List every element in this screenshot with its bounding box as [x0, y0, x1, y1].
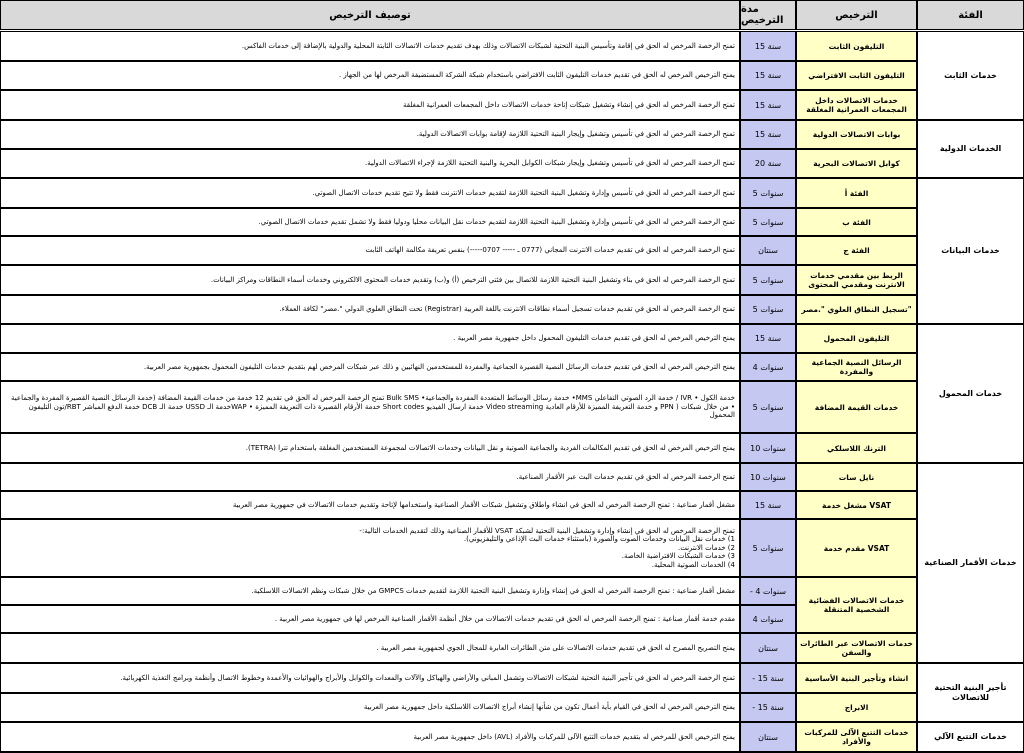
- license-cell-text: الرسائل النصية الجماعية والمفردة: [811, 358, 902, 376]
- description-cell-text: يمنح الترخيص الحق للمرخص له بتقديم خدمات التتبع الآلى للمركبات والأفراد (AVL) داخل جمهورية مصر العربية: [413, 732, 735, 741]
- category-cell: [917, 31, 1024, 120]
- description-cell: [0, 463, 740, 491]
- category-cell-text: خدمات الأقمار الصناعية: [924, 558, 1017, 567]
- duration-cell-text: - 4 سنوات: [749, 586, 787, 596]
- license-cell: [796, 31, 917, 61]
- duration-cell-text: 10 سنوات: [750, 443, 786, 453]
- duration-cell-text: 15 سنة: [754, 71, 782, 80]
- license-cell-text: التليفون المحمول: [823, 334, 890, 343]
- duration-cell: [740, 381, 796, 433]
- license-cell: [796, 463, 917, 491]
- license-cell: [796, 381, 917, 433]
- duration-cell-text: 15 سنة: [754, 41, 782, 51]
- description-cell-text: تمنح الرخصة المرخص له الحق في تأسيس وتشغيل وإيجار البنية التحتية اللازمة لإقامة بوابات الاتصالات الدولية.: [416, 130, 735, 139]
- description-cell-text: مشغل أقمار صناعية : تمنح الرخصة المرخص له الحق في انشاء واطلاق وتشغيل شبكات الأقمار الصناعية واستخدامها لإتاحة وتقديم خدمات الاتصالات في جمهورية مصر العربية: [232, 500, 735, 509]
- duration-cell: [740, 120, 796, 149]
- duration-cell-text: 4 سنوات: [752, 362, 784, 372]
- license-cell: [796, 633, 917, 663]
- license-cell: [796, 236, 917, 265]
- duration-cell: [740, 208, 796, 236]
- category-cell-text: خدمات الثابت: [944, 70, 997, 80]
- header-license: الترخيص: [796, 0, 917, 30]
- duration-cell: [740, 491, 796, 519]
- duration-cell-text: 5 سنوات: [752, 543, 784, 553]
- license-cell-text: خدمات القيمة المضافة: [814, 402, 899, 412]
- license-cell-text: الفئة أ: [844, 188, 869, 198]
- description-cell-text: تمنح الرخصة المرخص له الحق في إنشاء وإدارة وتشغيل البنية التحتية لشبكة VSAT للأقمار الصناعية وذلك لتقديم الخدمات التالية:- 1) خدمات نقل البيانات وخدمات الصوت والصورة (باستثناء خدمات البث الإذاعي والتليفزيوني). 2) خدمات الانترنت. 3) خدمات الشبكات الافتراضية الخاصة. 4) الخدمات الصوتية المحلية.: [359, 526, 735, 569]
- duration-cell: [740, 236, 796, 265]
- description-cell-text: يمنح الترخيص المرخص له الحق في تقديم خدمات الرسائل النصية القصيرة الجماعية والمفردة للمستخدمين النهائيين و ذلك عبر شبكات المرخص لهم بتقديم خدمات التليفون المحمول بجمهورية مصر العربية.: [143, 362, 735, 371]
- license-cell-text: تسجيل النطاق العلوي ".مصر": [801, 305, 912, 314]
- header-description: توصيف الترخيص: [0, 0, 740, 30]
- description-cell-text: يمنح الترخيص المرخص له الحق في تقديم خدمات التليفون المحمول داخل جمهورية مصر العربية .: [453, 334, 735, 343]
- duration-cell: [740, 605, 796, 633]
- category-cell: [917, 463, 1024, 663]
- header-duration: مدة الترخيص: [740, 0, 796, 30]
- description-cell-text: تمنح الرخصة المرخص له الحق في إقامة وتأسيس البنية التحتية لشبكات الاتصالات وذلك بهدف تقديم خدمات الاتصالات الثابتة المحلية والدولية بالإضافة إلى خدمات الفاكس.: [241, 41, 735, 50]
- duration-cell: [740, 663, 796, 693]
- license-cell: [796, 663, 917, 693]
- license-cell-text: التليفون الثابت: [828, 41, 885, 51]
- license-cell-text: انشاء وتأجير البنية الأساسية: [804, 673, 909, 683]
- duration-cell-text: سنتان: [758, 732, 778, 742]
- description-cell: [0, 605, 740, 633]
- description-cell: [0, 178, 740, 208]
- license-cell: [796, 149, 917, 178]
- description-cell: [0, 353, 740, 381]
- duration-cell-text: 5 سنوات: [752, 305, 784, 314]
- license-cell: [796, 178, 917, 208]
- duration-cell: [740, 178, 796, 208]
- duration-cell-text: سنتان: [758, 643, 778, 653]
- duration-cell-text: 5 سنوات: [752, 217, 784, 227]
- license-cell-text: خدمات الاتصالات داخل المجمعات العمرانية المغلقة: [806, 96, 907, 114]
- category-cell: [917, 120, 1024, 178]
- duration-cell: [740, 519, 796, 577]
- license-cell: [796, 519, 917, 577]
- duration-cell: [740, 433, 796, 463]
- duration-cell-text: - 15 سنة: [752, 703, 784, 712]
- license-cell: [796, 208, 917, 236]
- category-cell: [917, 324, 1024, 463]
- license-cell-text: الربط بين مقدمي خدمات الانترنت ومقدمي المحتوى: [808, 271, 905, 289]
- duration-cell-text: 5 سنوات: [752, 402, 784, 412]
- license-cell: [796, 491, 917, 519]
- description-cell-text: تمنح الرخصة المرخص له الحق في تأسيس وإدارة وتشغيل البنية التحتية اللازمة لتقديم خدمات نقل البيانات محليا ودوليا فقط ولا تشمل تقديم خدمات الاتصال الصوتي.: [258, 217, 735, 226]
- license-cell: [796, 120, 917, 149]
- description-cell-text: تمنح الرخصة المرخص له الحق في تقديم خدمات الانترنت المجاني (0777 ـ ----- 0707-----) بنفس تعريفة مكالمة الهاتف الثابت: [365, 246, 735, 255]
- duration-cell: [740, 577, 796, 605]
- duration-cell: [740, 324, 796, 353]
- description-cell: [0, 381, 740, 433]
- category-cell-text: خدمات المحمول: [938, 388, 1003, 398]
- license-cell: [796, 90, 917, 120]
- description-cell-text: مقدم خدمة أقمار صناعية : تمنح الرخصة المرخص له الحق في تقديم خدمات الاتصالات من خلال أنظمة الأقمار الصناعية المرخص لها في جمهورية مصر العربية .: [274, 614, 735, 623]
- license-cell: [796, 324, 917, 353]
- description-cell-text: تمنح الرخصة المرخص له الحق في تأجير البنية التحتية لشبكات الاتصالات وتشمل المباني والأراضي والهياكل والآلات والمعدات والكوابل والأبراج والهوائيات والأعمدة وخطوط الاتصال وأنظمة وبرامج التغذية الكهربائية.: [120, 673, 735, 682]
- description-cell-text: يمنح الترخيص المرخص له الحق في تقديم المكالمات الفردية والجماعية الصوتية و نقل البيانات وخدمات الاتصالات لمجموعة المستخدمين المغلقة باستخدام تترا (TETRA).: [245, 443, 735, 452]
- description-cell-text: تمنح الرخصة المرخص له الحق في تأسيس وتشغيل وإيجار شبكات الكوابل البحرية والبنية التحتية اللازمة لإجراء الاتصالات الدولية.: [365, 159, 735, 168]
- description-cell: [0, 663, 740, 693]
- description-cell-text: مشغل أقمار صناعية : تمنح الرخصة المرخص له الحق في إنشاء وإدارة وتشغيل البنية التحتية اللازمة لتقديم خدمات GMPCS من خلال شبكات ونظم الاتصالات اللاسلكية.: [251, 586, 735, 595]
- duration-cell: [740, 633, 796, 663]
- description-cell: [0, 324, 740, 353]
- duration-cell-text: 20 سنة: [754, 159, 782, 168]
- duration-cell-text: 15 سنة: [754, 100, 782, 110]
- description-cell-text: تمنح الرخصة المرخص له الحق في بناء وتشغيل البنية التحتية اللازمة للاتصال بين فئتي الترخيص (أ) و(ب) وتقديم خدمات المحتوى الالكتروني وخدمات أسماء النطاقات ومراكز البيانات.: [210, 275, 735, 284]
- description-cell: [0, 295, 740, 324]
- description-cell-text: تمنح الرخصة المرخص له الحق في تأسيس وإدارة وتشغيل البنية التحتية اللازمة لتقديم خدمات الانترنت فقط ولا تتيح تقديم خدمات الاتصال الصوتي.: [312, 188, 735, 197]
- duration-cell-text: 15 سنة: [754, 130, 782, 139]
- description-cell-text: خدمة الكول • IVR / خدمة الرد الصوتي التفاعلي MMS• خدمة رسائل الوسائط المتعددة المفردة والجماعية• Bulk SMS تمنح الرخصة المرخص له الحق في تقديم 12 خدمة من خدمات القيمة المضافة (خدمة الرسائل النصية القصيرة المفردة والجماعية • من خلال شبكات ( PPN و خدمة التعريفة المميزة للأرقام العادية Video streaming خدمة ارسال الفيديو Short codes خدمة الأرقام القصيرة ذات التعريفة المميزة • WAPخدمة الـ USSD خدمة الـ DCB خدمة الدفع المباشر RBT/تون التليفون المحمول: [11, 394, 735, 420]
- description-cell-text: يمنح الترخيص المرخص له الحق في القيام بأية أعمال تكون من شأنها إنشاء أبراج الاتصالات اللاسلكية داخل جمهورية مصر العربية: [363, 703, 735, 712]
- duration-cell: [740, 353, 796, 381]
- description-cell: [0, 633, 740, 663]
- category-cell-text: تأجير البنية التحتية للاتصالات: [934, 682, 1007, 702]
- license-cell: [796, 61, 917, 90]
- description-cell: [0, 491, 740, 519]
- category-cell: [917, 178, 1024, 324]
- license-cell-text: الفئة ب: [842, 217, 871, 227]
- description-cell-text: تمنح الرخصة المرخص له الحق في تقديم خدمات البث عبر الأقمار الصناعية.: [516, 472, 735, 481]
- license-cell: [796, 353, 917, 381]
- license-cell: [796, 295, 917, 324]
- description-cell: [0, 31, 740, 61]
- description-cell: [0, 433, 740, 463]
- duration-cell: [740, 295, 796, 324]
- description-cell-text: يمنح التصريح المصرح له الحق في تقديم خدمات الاتصالات على متن الطائرات العابرة للمجال الجوي لجمهورية مصر العربية .: [376, 643, 735, 652]
- license-cell-text: نايل سات: [838, 472, 875, 482]
- license-cell-text: التليفون الثابت الافتراضي: [808, 71, 905, 80]
- duration-cell: [740, 31, 796, 61]
- duration-cell-text: - 15 سنة: [752, 673, 784, 683]
- header-category: الفئة: [917, 0, 1024, 30]
- license-cell-text: الفئة ج: [843, 246, 870, 255]
- duration-cell: [740, 693, 796, 722]
- description-cell: [0, 61, 740, 90]
- category-cell-text: الخدمات الدولية: [939, 144, 1002, 153]
- description-cell: [0, 236, 740, 265]
- duration-cell: [740, 149, 796, 178]
- license-cell-text: كوابل الاتصالات البحرية: [813, 159, 900, 168]
- description-cell: [0, 265, 740, 295]
- duration-cell-text: 10 سنوات: [750, 472, 786, 482]
- category-cell: [917, 663, 1024, 722]
- description-cell: [0, 208, 740, 236]
- license-cell-text: بوابات الاتصالات الدولية: [812, 130, 901, 139]
- license-cell: [796, 577, 917, 633]
- license-cell-text: الابراج: [844, 703, 869, 712]
- description-cell-text: يمنح الترخيص المرخص له الحق في تقديم خدمات التليفون الثابت الافتراضي باستخدام شبكة الشركة المستضيفة المرخص لها من الجهاز .: [338, 71, 735, 80]
- description-cell: [0, 577, 740, 605]
- duration-cell: [740, 463, 796, 491]
- duration-cell-text: 15 سنة: [754, 500, 782, 510]
- description-cell: [0, 120, 740, 149]
- duration-cell-text: 5 سنوات: [752, 275, 784, 285]
- license-cell-text: خدمات الاتصالات الفضائية الشخصية المتنقلة: [808, 596, 905, 614]
- duration-cell-text: سنتان: [758, 246, 778, 255]
- description-cell-text: تمنح الرخصة المرخص له الحق في إنشاء وتشغيل شبكات إتاحة خدمات الاتصالات داخل المجمعات العمرانية المغلقة: [403, 100, 735, 109]
- license-cell-text: الترنك اللاسلكي: [827, 443, 886, 453]
- license-cell: [796, 433, 917, 463]
- duration-cell: [740, 61, 796, 90]
- duration-cell-text: 4 سنوات: [752, 614, 784, 624]
- description-cell: [0, 90, 740, 120]
- duration-cell-text: 5 سنوات: [752, 188, 784, 198]
- description-cell-text: تمنح الرخصة المرخص له الحق في تقديم خدمات تسجيل أسماء نطاقات الانترنت باللغة العربية (Registrar) تحت النطاق العلوي الدولي ".مصر" لكافة العملاء.: [279, 305, 735, 314]
- description-cell: [0, 519, 740, 577]
- license-cell-text: خدمات التتبع الآلى للمركبات والأفراد: [804, 728, 909, 746]
- description-cell: [0, 693, 740, 722]
- license-cell: [796, 693, 917, 722]
- category-cell-text: خدمات البيانات: [941, 246, 1000, 255]
- license-cell: [796, 265, 917, 295]
- license-cell-text: مقدم خدمة VSAT: [823, 543, 890, 553]
- license-cell-text: مشغل خدمة VSAT: [822, 500, 891, 510]
- duration-cell-text: 15 سنة: [754, 334, 782, 343]
- license-cell-text: خدمات الاتصالات عبر الطائرات والسفن: [800, 639, 913, 657]
- description-cell: [0, 149, 740, 178]
- duration-cell: [740, 90, 796, 120]
- category-cell-text: خدمات التتبع الآلي: [934, 732, 1007, 741]
- duration-cell: [740, 265, 796, 295]
